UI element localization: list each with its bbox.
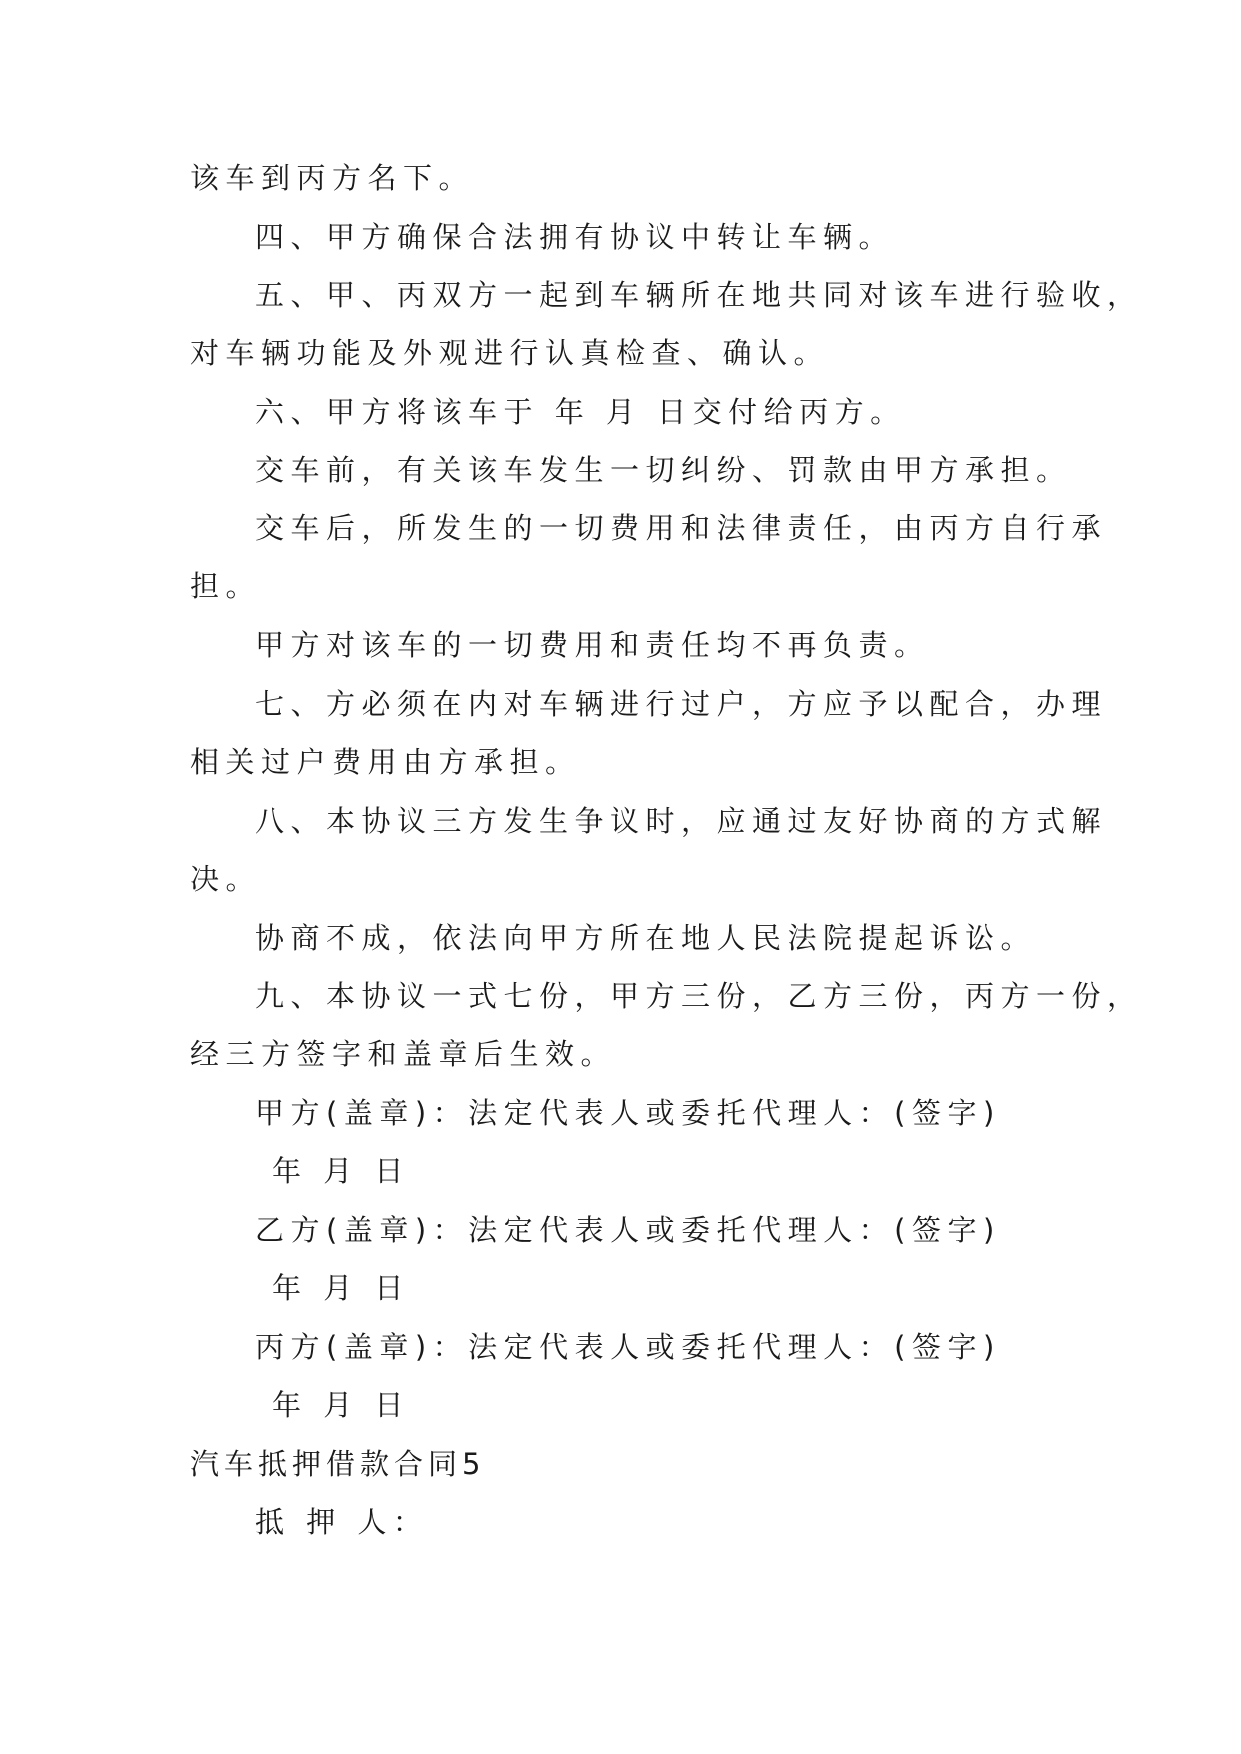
date-line: 年 月 日 — [272, 1154, 410, 1188]
clause-6: 六、甲方将该车于 年 月 日交付给丙方。 — [255, 395, 906, 429]
paragraph-line: 甲方对该车的一切费用和责任均不再负责。 — [255, 628, 930, 662]
paragraph-line: 交车前，有关该车发生一切纠纷、罚款由甲方承担。 — [255, 453, 1072, 487]
paragraph-line: 经三方签字和盖章后生效。 — [190, 1037, 617, 1071]
paragraph-line: 担。 — [190, 569, 262, 603]
paragraph-line: 该车到丙方名下。 — [190, 161, 475, 195]
section-heading: 汽车抵押借款合同5 — [190, 1447, 486, 1481]
clause-5: 五、甲、丙双方一起到车辆所在地共同对该车进行验收， — [255, 278, 1143, 312]
date-line: 年 月 日 — [272, 1271, 410, 1305]
paragraph-line: 协商不成，依法向甲方所在地人民法院提起诉讼。 — [255, 921, 1037, 955]
clause-7: 七、方必须在内对车辆进行过户，方应予以配合，办理 — [255, 687, 1108, 721]
paragraph-line: 相关过户费用由方承担。 — [190, 745, 581, 779]
signature-party-c: 丙方(盖章)：法定代表人或委托代理人：(签字) — [255, 1330, 1001, 1364]
paragraph-line: 决。 — [190, 862, 262, 896]
clause-9: 九、本协议一式七份，甲方三份，乙方三份，丙方一份， — [255, 979, 1143, 1013]
clause-4: 四、甲方确保合法拥有协议中转让车辆。 — [255, 220, 895, 254]
mortgagor-label: 抵 押 人： — [255, 1505, 429, 1539]
paragraph-line: 交车后，所发生的一切费用和法律责任，由丙方自行承 — [255, 511, 1108, 545]
clause-8: 八、本协议三方发生争议时，应通过友好协商的方式解 — [255, 804, 1108, 838]
signature-party-b: 乙方(盖章)：法定代表人或委托代理人：(签字) — [255, 1213, 1001, 1247]
signature-party-a: 甲方(盖章)：法定代表人或委托代理人：(签字) — [255, 1096, 1001, 1130]
paragraph-line: 对车辆功能及外观进行认真检查、确认。 — [190, 336, 830, 370]
date-line: 年 月 日 — [272, 1388, 410, 1422]
